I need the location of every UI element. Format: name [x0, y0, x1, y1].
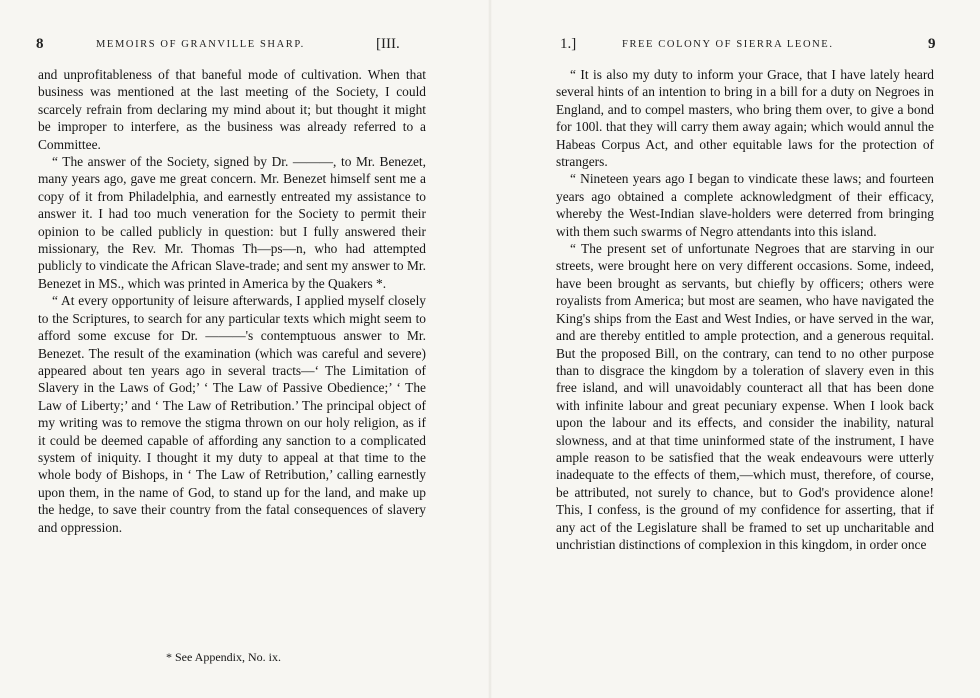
left-chapter-marker: [III.	[376, 36, 400, 52]
right-page-body	[556, 66, 934, 553]
right-page	[490, 0, 980, 698]
left-page-number: 8	[36, 36, 44, 52]
left-paragraph-3: “ At every opportunity of leisure afterwards, I applied myself closely to the Scriptures, to search for any particular texts which might seem to afford some excuse for Dr. ———'s contemptuous answer to Mr. Benezet. The result of the examination (which was careful and severe) appeared about ten years ago in several tracts—‘ The Limitation of Slavery in the Laws of God;’ ‘ The Law of Passive Obedience;’ ‘ The Law of Liberty;’ and ‘ The Law of Retribution.’ The principal object of my writing was to remove the stigma thrown on our holy religion, as if it could be deemed capable of affording any sanction to a complicated system of iniquity. I thought it my duty to appeal at that time to the whole body of Bishops, in ‘ The Law of Retribution,’ calling earnestly upon them, in the name of God, to stand up for the land, and make up the hedge, to save their country from the fatal consequences of slavery and oppression.	[38, 293, 426, 535]
left-page-header	[36, 36, 436, 56]
right-page-number: 9	[928, 36, 936, 52]
left-running-title: MEMOIRS OF GRANVILLE SHARP.	[96, 39, 305, 50]
left-page-body	[38, 66, 426, 536]
right-page-header	[560, 36, 940, 56]
left-paragraph-1: and unprofitableness of that baneful mode of cultivation. When that business was mentioned at the last meeting of the Society, I could scarcely refrain from declaring my mind about it; but thought it might be improper to interfere, as the business was already referred to a Committee.	[38, 67, 426, 152]
right-paragraph-2: “ Nineteen years ago I began to vindicate these laws; and fourteen years ago obtained a complete acknowledgment of their efficacy, whereby the West-Indian slave-holders were deterred from bringing with them such swarms of Negro attendants into this island.	[556, 171, 934, 239]
right-running-title: FREE COLONY OF SIERRA LEONE.	[622, 39, 834, 50]
left-footnote: * See Appendix, No. ix.	[166, 650, 281, 664]
right-chapter-marker: 1.]	[560, 36, 577, 52]
left-paragraph-2: “ The answer of the Society, signed by Dr. ———, to Mr. Benezet, many years ago, gave me great concern. Mr. Benezet himself sent me a copy of it from Philadelphia, and earnestly entreated my assistance to answer it. I had too much veneration for the Society to permit their opinion to be called publicly in question: but I fully answered their missionary, the Rev. Mr. Thomas Th—ps—n, who had attempted publicly to vindicate the African Slave-trade; and sent my answer to Mr. Benezet in MS., which was printed in America by the Quakers *.	[38, 154, 426, 291]
right-paragraph-3: “ The present set of unfortunate Negroes that are starving in our streets, were brought here on very different occasions. Some, indeed, have been brought as servants, but chiefly by officers; others were royalists from America; but most are seamen, who have navigated the King's ships from the East and West Indies, or have served in the war, and are thereby entitled to ample protection, and a generous requital. But the proposed Bill, on the contrary, can tend to no other purpose than to disgrace the kingdom by a toleration of slavery even in this free island, and will unavoidably counteract all that has been done with infinite labour and great pecuniary expense. When I look back upon the labour and its effects, and consider the inability, natural slowness, and at that time uninformed state of the instrument, I have ample reason to be satisfied that the weak endeavours were utterly inadequate to the effects of them,—which must, therefore, of course, be attributed, not surely to chance, but to God's providence alone! This, I confess, is the ground of my confidence for asserting, that if any act of the Legislature shall be framed to set up uncharitable and unchristian distinctions of complexion in this kingdom, in order once	[556, 241, 934, 552]
right-paragraph-1: “ It is also my duty to inform your Grace, that I have lately heard several hints of an intention to bring in a bill for a duty on Negroes in England, and to compel masters, who bring them over, to give a bond for 100l. that they will carry them away again; which would annul the Habeas Corpus Act, and other equitable laws for the protection of strangers.	[556, 67, 934, 170]
